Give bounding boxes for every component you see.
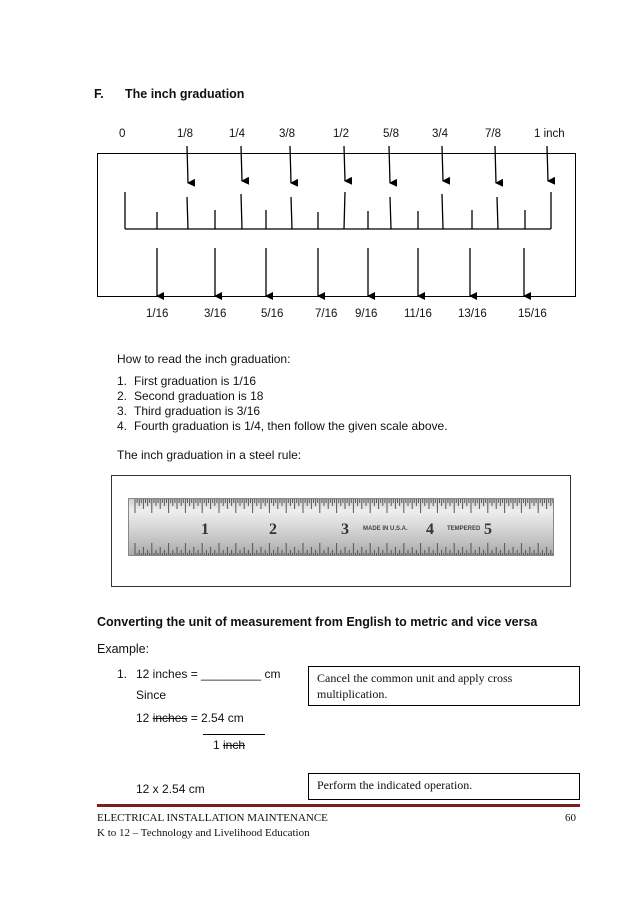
arrow-5-8 (389, 146, 390, 183)
top-label-1-inch: 1 inch (534, 128, 565, 140)
step-number: 1. (117, 374, 128, 388)
eq-cancelled-unit: inches (152, 711, 188, 725)
footer-title: ELECTRICAL INSTALLATION MAINTENANCE (97, 812, 328, 824)
tick-1-8 (187, 197, 188, 229)
top-label-3-8: 3/8 (279, 128, 295, 140)
conversion-heading: Converting the unit of measurement from English to metric and vice versa (97, 615, 538, 629)
top-label-1-8: 1/8 (177, 128, 193, 140)
step-text: Fourth graduation is 1/4, then follow the given scale above. (134, 419, 448, 433)
equivalence-line (136, 711, 244, 725)
note-cancel-unit: Cancel the common unit and apply cross multiplication. (308, 666, 580, 706)
top-label-7-8: 7/8 (485, 128, 501, 140)
steel-rule-frame (111, 475, 571, 587)
tick-5-8 (390, 197, 391, 229)
denominator-cancelled-unit: inch (223, 738, 246, 752)
arrow-1-inch (547, 146, 548, 181)
footer-rule (97, 804, 580, 807)
bottom-label-15-16: 15/16 (518, 308, 547, 320)
reading-intro: How to read the inch graduation: (117, 352, 291, 366)
section-letter: F. (94, 87, 104, 101)
step-number: 3. (117, 404, 128, 418)
step-text: Third graduation is 3/16 (134, 404, 261, 418)
steel-rule-number-2: 2 (269, 521, 277, 538)
tick-3-4 (442, 194, 443, 229)
denominator-prefix: 1 (213, 738, 224, 752)
arrow-1-2 (344, 146, 345, 181)
eq-prefix: 12 (136, 711, 153, 725)
bottom-label-11-16: 11/16 (404, 308, 432, 320)
step-text: Second graduation is 18 (134, 389, 264, 403)
item-question: 12 inches = _________ cm (136, 667, 281, 681)
steel-rule-photo (128, 498, 554, 556)
top-label-1-2: 1/2 (333, 128, 349, 140)
example-label: Example: (97, 642, 150, 656)
steel-rule-number-1: 1 (201, 521, 209, 538)
top-label-1-4: 1/4 (229, 128, 245, 140)
page-number: 60 (565, 812, 576, 824)
item-number: 1. (117, 667, 128, 681)
arrow-1-4 (241, 146, 242, 181)
tick-1-4 (241, 194, 242, 229)
steel-rule-caption: The inch graduation in a steel rule: (117, 448, 302, 462)
bottom-label-9-16: 9/16 (355, 308, 378, 320)
tick-7-8 (497, 197, 498, 229)
top-label-0: 0 (119, 128, 126, 140)
since-label: Since (136, 688, 167, 702)
steel-rule-number-4: 4 (426, 521, 434, 538)
section-title: The inch graduation (125, 87, 245, 101)
steel-rule-stamp-right: TEMPERED (447, 526, 481, 532)
top-label-3-4: 3/4 (432, 128, 448, 140)
fraction-bar (203, 734, 265, 735)
bottom-label-7-16: 7/16 (315, 308, 338, 320)
footer-subtitle: K to 12 – Technology and Livelihood Education (97, 827, 310, 839)
steel-rule-number-5: 5 (484, 521, 492, 538)
tick-1-2 (344, 192, 345, 229)
arrow-7-8 (495, 146, 496, 183)
product-line: 12 x 2.54 cm (136, 782, 205, 796)
bottom-label-13-16: 13/16 (458, 308, 487, 320)
arrow-3-8 (290, 146, 291, 183)
bottom-label-1-16: 1/16 (146, 308, 169, 320)
eq-suffix: = 2.54 cm (187, 711, 244, 725)
denominator-line (213, 738, 245, 752)
step-text: First graduation is 1/16 (134, 374, 257, 388)
step-number: 4. (117, 419, 128, 433)
bottom-label-3-16: 3/16 (204, 308, 227, 320)
graduation-diagram (0, 0, 638, 340)
step-number: 2. (117, 389, 128, 403)
arrow-1-8 (187, 146, 188, 183)
tick-3-8 (291, 197, 292, 229)
steel-rule-number-3: 3 (341, 521, 349, 538)
arrow-3-4 (442, 146, 443, 181)
note-perform-operation: Perform the indicated operation. (308, 773, 580, 800)
top-label-5-8: 5/8 (383, 128, 399, 140)
bottom-label-5-16: 5/16 (261, 308, 284, 320)
steel-rule-stamp-left: MADE IN U.S.A. (363, 526, 408, 532)
